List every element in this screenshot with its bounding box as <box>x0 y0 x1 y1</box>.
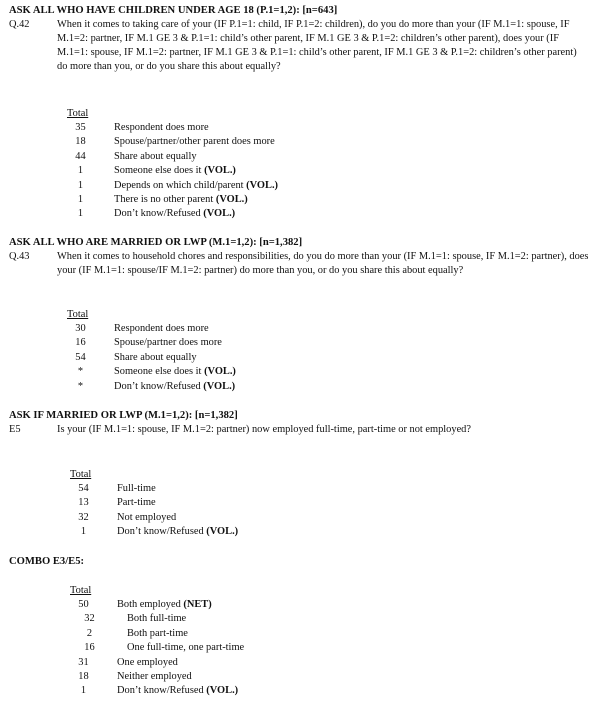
row-label-text: Both full-time <box>127 613 187 625</box>
row-label-text: Someone else does it <box>114 165 202 177</box>
row-label <box>114 193 248 207</box>
row-label-text: Respondent does more <box>114 122 209 133</box>
row-label-text: Respondent does more <box>114 323 209 334</box>
row-value: 32 <box>84 613 95 625</box>
row-label <box>114 322 209 336</box>
table-row <box>67 351 197 365</box>
row-volunteered-marker: (VOL.) <box>203 380 236 392</box>
row-label-text: Depends on which child/parent <box>114 179 244 191</box>
row-value: 1 <box>80 685 87 697</box>
table-row <box>70 641 245 655</box>
row-volunteered-marker: (VOL.) <box>204 165 236 177</box>
row-label <box>114 365 236 379</box>
table-row <box>67 164 236 178</box>
row-label-text: Don’t know/Refused <box>114 208 201 220</box>
table-row <box>67 365 236 379</box>
row-label <box>114 135 275 149</box>
row-label-text: Full-time <box>117 483 156 494</box>
question-number: Q.43 <box>9 251 30 262</box>
row-value: 18 <box>75 136 86 148</box>
row-label-text: Don’t know/Refused <box>117 526 204 538</box>
table-header-total: Total <box>67 309 89 320</box>
row-label-text: Not employed <box>117 511 177 523</box>
question-number: Q.42 <box>9 19 30 30</box>
table-row <box>67 193 248 207</box>
section-heading: ASK IF MARRIED OR LWP (M.1=1,2): [n=1,382] <box>9 410 238 421</box>
results-table <box>67 107 278 222</box>
row-label-text: Share about equally <box>114 351 197 363</box>
row-label <box>117 598 212 612</box>
row-value: 1 <box>77 179 84 191</box>
row-label <box>117 525 238 539</box>
row-value: 35 <box>75 122 86 133</box>
section-q42 <box>9 4 589 74</box>
table-row <box>70 684 239 698</box>
row-label-text: Share about equally <box>114 150 197 162</box>
section-heading: COMBO E3/E5: <box>9 556 85 567</box>
row-label-text: One employed <box>117 656 178 668</box>
row-label <box>114 164 236 178</box>
row-label <box>117 670 192 684</box>
table-row <box>70 511 177 525</box>
table-row <box>70 525 239 539</box>
table-row <box>70 598 212 612</box>
row-value: 16 <box>75 337 86 349</box>
row-label <box>114 179 278 193</box>
row-net-marker: (NET) <box>183 599 212 610</box>
row-label <box>117 511 176 525</box>
row-label-text: Spouse/partner/other parent does more <box>114 136 275 148</box>
section-heading: ASK ALL WHO HAVE CHILDREN UNDER AGE 18 (P.1=1,2): [n=643] <box>9 5 338 16</box>
question-text: When it comes to taking care of your (IF P.1=1: child, IF P.1=2: children), do you do more than your (IF M.1=1: spouse, IF M.1=2: partner, IF M.1 GE 3 & P.1=1: child’s other parent, IF M.1 GE 3 & P.1=2: children’s other parent), does your (IF M.1=1: spouse, IF M.1=2: partner, IF M.1 GE 3 & P.1=1: child’s other parent, IF M.1 GE 3 & P.1=2: children’s other parent) do more than you, or do you share this about equally? <box>57 19 577 72</box>
table-row <box>70 612 187 626</box>
row-volunteered-marker: (VOL.) <box>204 366 236 378</box>
row-label <box>117 684 238 698</box>
row-label <box>127 627 188 641</box>
question-text: When it comes to household chores and responsibilities, do you do more than your (IF M.1=1: spouse, IF M.1=2: partner), does your (IF M.1=1: spouse/IF M.1=2: partner) do more than you, or do you share this about equally? <box>57 251 589 276</box>
row-label <box>127 641 244 655</box>
table-rows <box>70 598 245 699</box>
table-row <box>67 322 209 336</box>
table-rows <box>67 121 278 222</box>
row-value: 16 <box>84 642 95 654</box>
row-value: 44 <box>75 150 86 162</box>
table-row <box>67 121 209 135</box>
row-label-text: Part-time <box>117 497 156 509</box>
row-value: 1 <box>77 193 84 205</box>
table-row <box>67 135 275 149</box>
table-header-total: Total <box>67 108 89 119</box>
results-table <box>70 468 239 540</box>
row-volunteered-marker: (VOL.) <box>206 526 239 538</box>
table-row <box>67 150 197 164</box>
table-rows <box>70 482 239 540</box>
question-text: Is your (IF M.1=1: spouse, IF M.1=2: partner) now employed full-time, part-time or not employed? <box>57 424 471 435</box>
row-label-text: Someone else does it <box>114 366 202 378</box>
section-e5 <box>9 409 589 437</box>
table-row <box>70 496 156 510</box>
row-label <box>114 336 222 350</box>
question-block <box>9 423 589 437</box>
row-label-text: Don’t know/Refused <box>117 685 204 697</box>
row-volunteered-marker: (VOL.) <box>215 193 248 205</box>
row-label-text: Both part-time <box>127 627 188 639</box>
results-table <box>67 308 236 394</box>
row-value: 1 <box>77 208 84 220</box>
row-value: 2 <box>86 627 93 639</box>
table-header-total: Total <box>70 469 92 480</box>
row-label <box>117 656 178 670</box>
table-header-total: Total <box>70 585 92 596</box>
row-label <box>127 612 186 626</box>
row-value: 32 <box>78 511 89 523</box>
results-table <box>70 584 245 699</box>
row-volunteered-marker: (VOL.) <box>246 179 278 191</box>
question-number: E5 <box>9 424 21 435</box>
row-value: * <box>77 380 84 392</box>
row-label-text: Neither employed <box>117 670 192 682</box>
row-value: 30 <box>75 323 86 334</box>
section-heading: ASK ALL WHO ARE MARRIED OR LWP (M.1=1,2): [n=1,382] <box>9 237 303 248</box>
row-value: 18 <box>78 670 89 682</box>
row-label <box>114 380 235 394</box>
table-row <box>70 482 156 496</box>
row-volunteered-marker: (VOL.) <box>206 685 239 697</box>
table-rows <box>67 322 236 394</box>
table-row <box>70 670 192 684</box>
row-value: 31 <box>78 656 89 668</box>
row-label-text: Don’t know/Refused <box>114 380 201 392</box>
row-label <box>114 150 197 164</box>
row-value: 54 <box>75 351 86 363</box>
row-value: 54 <box>78 483 89 494</box>
row-label <box>114 351 197 365</box>
row-value: 1 <box>80 526 87 538</box>
row-label-text: There is no other parent <box>114 193 214 205</box>
row-value: 13 <box>78 497 89 509</box>
table-row <box>67 336 222 350</box>
row-label-text: Spouse/partner does more <box>114 337 222 349</box>
row-volunteered-marker: (VOL.) <box>203 208 236 220</box>
row-value: * <box>77 366 84 378</box>
row-label <box>114 207 235 221</box>
table-row <box>70 656 178 670</box>
row-label <box>117 496 156 510</box>
table-row <box>67 207 236 221</box>
row-label <box>114 121 209 135</box>
section-combo-e3-e5 <box>9 555 589 569</box>
question-block <box>9 250 589 278</box>
table-row <box>67 179 278 193</box>
table-row <box>67 380 236 394</box>
question-block <box>9 18 589 74</box>
row-value: 50 <box>78 599 89 610</box>
table-row <box>70 627 188 641</box>
row-label-text: Both employed <box>117 599 181 610</box>
row-label-text: One full-time, one part-time <box>127 642 245 654</box>
row-value: 1 <box>77 165 84 177</box>
row-label <box>117 482 156 496</box>
section-q43 <box>9 236 589 278</box>
